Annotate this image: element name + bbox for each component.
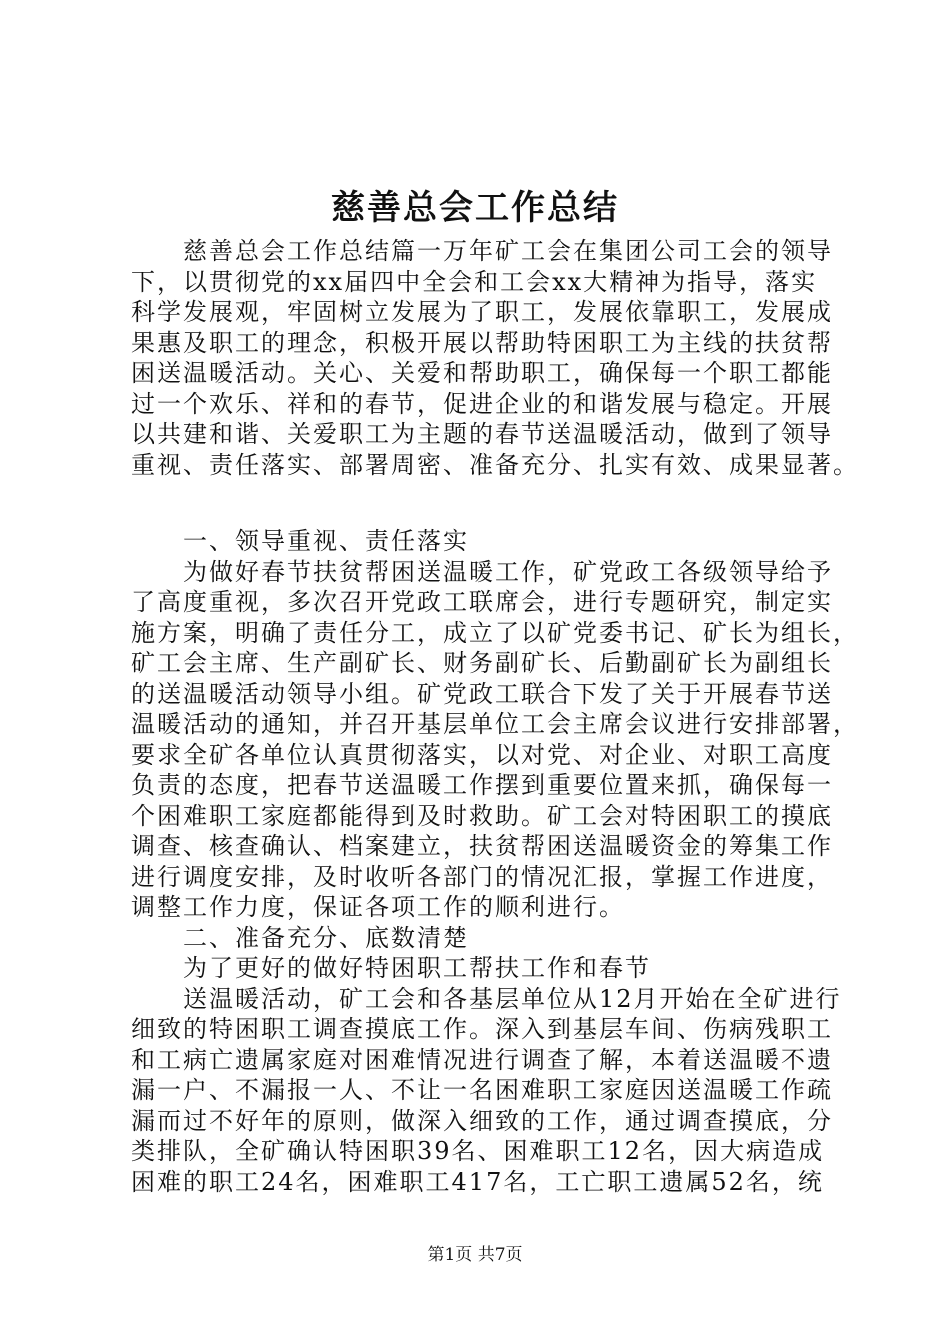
section-heading: 二、准备充分、底数清楚: [183, 923, 469, 952]
paragraph-line: 了高度重视，多次召开党政工联席会，进行专题研究，制定实: [131, 588, 833, 616]
paragraph-line: 慈善总会工作总结篇一万年矿工会在集团公司工会的领导: [183, 237, 833, 265]
paragraph-line: 漏而过不好年的原则，做深入细致的工作，通过调查摸底，分: [131, 1106, 833, 1135]
paragraph-line: 进行调度安排，及时收听各部门的情况汇报，掌握工作进度，: [131, 862, 833, 891]
paragraph-line: 细致的特困职工调查摸底工作。深入到基层车间、伤病残职工: [131, 1015, 833, 1043]
paragraph-line: 调查、核查确认、档案建立，扶贫帮困送温暖资金的筹集工作: [131, 832, 833, 860]
document-title: 慈善总会工作总结: [331, 188, 619, 228]
paragraph-line: 要求全矿各单位认真贯彻落实，以对党、对企业、对职工高度: [131, 740, 833, 769]
paragraph-line: 送温暖活动，矿工会和各基层单位从12月开始在全矿进行: [183, 984, 842, 1013]
paragraph-line: 矿工会主席、生产副矿长、财务副矿长、后勤副矿长为副组长: [131, 649, 833, 677]
paragraph-line: 重视、责任落实、部署周密、准备充分、扎实有效、成果显著。: [131, 450, 859, 479]
paragraph-line: 下，以贯彻党的xx届四中全会和工会xx大精神为指导，落实: [131, 267, 818, 296]
paragraph-line: 和工病亡遗属家庭对困难情况进行调查了解，本着送温暖不遗: [131, 1045, 833, 1074]
page-number-footer: 第1页 共7页: [427, 1245, 523, 1265]
paragraph-line: 过一个欢乐、祥和的春节，促进企业的和谐发展与稳定。开展: [131, 389, 833, 418]
paragraph-line: 为了更好的做好特困职工帮扶工作和春节: [183, 954, 651, 982]
paragraph-line: 为做好春节扶贫帮困送温暖工作，矿党政工各级领导给予: [183, 557, 833, 586]
paragraph-line: 施方案，明确了责任分工，成立了以矿党委书记、矿长为组长，: [131, 618, 859, 647]
paragraph-line: 温暖活动的通知，并召开基层单位工会主席会议进行安排部署，: [131, 710, 859, 738]
paragraph-line: 调整工作力度，保证各项工作的顺利进行。: [131, 893, 625, 921]
paragraph-line: 漏一户、不漏报一人、不让一名困难职工家庭因送温暖工作疏: [131, 1076, 833, 1104]
paragraph-line: 科学发展观，牢固树立发展为了职工，发展依靠职工，发展成: [131, 298, 833, 326]
paragraph-line: 个困难职工家庭都能得到及时救助。矿工会对特困职工的摸底: [131, 801, 833, 830]
paragraph-line: 困送温暖活动。关心、关爱和帮助职工，确保每一个职工都能: [131, 359, 833, 387]
paragraph-spacer: [131, 480, 851, 526]
paragraph-line: 负责的态度，把春节送温暖工作摆到重要位置来抓，确保每一: [131, 771, 833, 799]
paragraph-line: 的送温暖活动领导小组。矿党政工联合下发了关于开展春节送: [131, 679, 833, 708]
paragraph-line: 以共建和谐、关爱职工为主题的春节送温暖活动，做到了领导: [131, 420, 833, 448]
document-body: [131, 236, 859, 1197]
paragraph-line: 困难的职工24名，困难职工417名，工亡职工遗属52名，统: [131, 1167, 824, 1196]
section-heading: 一、领导重视、责任落实: [183, 527, 469, 555]
paragraph-line: 果惠及职工的理念，积极开展以帮助特困职工为主线的扶贫帮: [131, 328, 833, 357]
paragraph-line: 类排队，全矿确认特困职39名、困难职工12名，因大病造成: [131, 1137, 825, 1165]
